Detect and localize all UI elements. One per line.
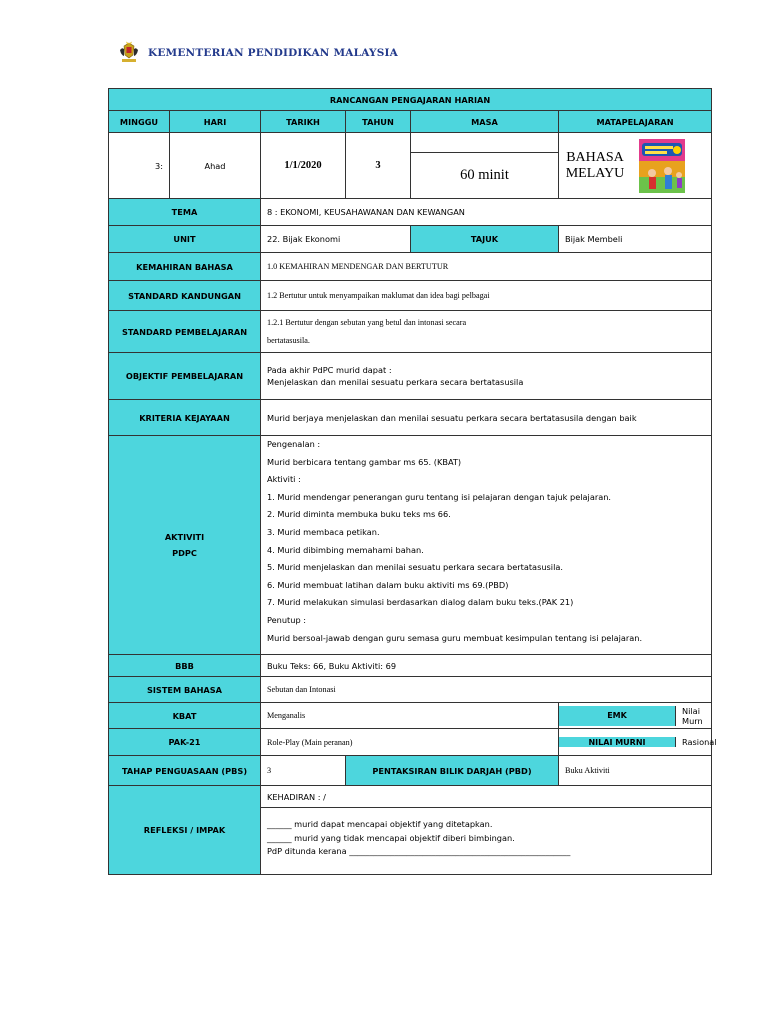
kehadiran-line: KEHADIRAN : /	[261, 786, 711, 808]
value-tarikh: 1/1/2020	[261, 133, 346, 199]
aktiviti-line: 3. Murid membaca petikan.	[267, 526, 380, 537]
refleksi-line: ______ murid yang tidak mencapai objektif diberi bimbingan.	[267, 832, 515, 843]
plan-title: RANCANGAN PENGAJARAN HARIAN	[109, 89, 712, 111]
value-hari: Ahad	[170, 133, 261, 199]
col-hari: HARI	[170, 111, 261, 133]
aktiviti-line: Penutup :	[267, 614, 307, 625]
col-masa: MASA	[411, 111, 559, 133]
value-tahun: 3	[346, 133, 411, 199]
textbook-cover-image	[639, 139, 685, 193]
value-masa-cell	[411, 133, 559, 199]
label-unit: UNIT	[109, 226, 261, 253]
value-standard-pembelajaran: 1.2.1 Bertutur dengan sebutan yang betul dan intonasi secara bertatasusila.	[261, 311, 712, 353]
label-emk: EMK	[559, 706, 676, 726]
aktiviti-line: 6. Murid membuat latihan dalam buku aktiviti ms 69.(PBD)	[267, 579, 509, 590]
aktiviti-line: 1. Murid mendengar penerangan guru tentang isi pelajaran dengan tajuk pelajaran.	[267, 491, 612, 502]
aktiviti-line: Murid berbicara tentang gambar ms 65. (KBAT)	[267, 456, 462, 467]
label-tahap: TAHAP PENGUASAAN (PBS)	[109, 756, 261, 786]
aktiviti-line: 2. Murid diminta membuka buku teks ms 66.	[267, 509, 451, 520]
label-nilai-murni: NILAI MURNI	[559, 737, 676, 747]
ministry-name: KEMENTERIAN PENDIDIKAN MALAYSIA	[148, 47, 398, 59]
value-pak21: Role-Play (Main peranan)	[261, 729, 559, 756]
label-bbb: BBB	[109, 655, 261, 677]
value-nilai-murni: Rasional	[682, 737, 717, 747]
col-tahun: TAHUN	[346, 111, 411, 133]
emk-cell	[559, 703, 712, 729]
malaysia-coat-of-arms-icon	[118, 41, 140, 65]
value-bbb: Buku Teks: 66, Buku Aktiviti: 69	[261, 655, 712, 677]
label-refleksi: REFLEKSI / IMPAK	[109, 786, 261, 875]
value-minggu: 3:	[109, 133, 170, 199]
aktiviti-line: 7. Murid melakukan simulasi berdasarkan dialog dalam buku teks.(PAK 21)	[267, 597, 574, 608]
value-tahap: 3	[261, 756, 346, 786]
aktiviti-line: 5. Murid menjelaskan dan menilai sesuatu perkara secara bertatasusila.	[267, 562, 563, 573]
label-pak21: PAK-21	[109, 729, 261, 756]
masa-blank	[411, 133, 558, 153]
label-pdpc: PDPC	[172, 548, 197, 558]
ministry-header	[118, 40, 398, 66]
value-kemahiran: 1.0 KEMAHIRAN MENDENGAR DAN BERTUTUR	[261, 253, 712, 281]
label-tema: TEMA	[109, 199, 261, 226]
label-kriteria: KRITERIA KEJAYAAN	[109, 400, 261, 436]
label-tajuk: TAJUK	[411, 226, 559, 253]
col-tarikh: TARIKH	[261, 111, 346, 133]
value-aktiviti	[261, 436, 712, 655]
aktiviti-line: Murid bersoal-jawab dengan guru semasa guru membuat kesimpulan tentang isi pelajaran.	[267, 632, 643, 643]
value-objektif: Pada akhir PdPC murid dapat : Menjelaskan dan menilai sesuatu perkara secara bertatasusila	[261, 353, 712, 400]
label-standard-kandungan: STANDARD KANDUNGAN	[109, 281, 261, 311]
refleksi-line: PdP ditunda kerana ______________________________________________________	[267, 846, 571, 856]
nilai-cell	[559, 729, 717, 756]
label-aktiviti: AKTIVITI	[164, 532, 205, 542]
value-emk: Nilai Murn	[682, 705, 703, 726]
value-subject: BAHASA MELAYU	[565, 149, 625, 181]
label-kbat: KBAT	[109, 703, 261, 729]
value-kriteria: Murid berjaya menjelaskan dan menilai sesuatu perkara secara bertatasusila dengan baik	[261, 400, 712, 436]
label-objektif: OBJEKTIF PEMBELAJARAN	[109, 353, 261, 400]
value-subject-cell	[559, 133, 712, 199]
value-pbd: Buku Aktiviti	[559, 756, 712, 786]
value-tajuk: Bijak Membeli	[559, 226, 712, 253]
lesson-plan-table	[108, 88, 717, 875]
col-minggu: MINGGU	[109, 111, 170, 133]
aktiviti-line: Aktiviti :	[267, 474, 301, 485]
label-pbd: PENTAKSIRAN BILIK DARJAH (PBD)	[346, 756, 559, 786]
value-kbat: Menganalis	[261, 703, 559, 729]
value-tema: 8 : EKONOMI, KEUSAHAWANAN DAN KEWANGAN	[261, 199, 712, 226]
label-aktiviti-cell	[109, 436, 261, 655]
value-masa: 60 minit	[460, 167, 509, 183]
value-refleksi	[261, 786, 712, 875]
label-standard-pembelajaran: STANDARD PEMBELAJARAN	[109, 311, 261, 353]
col-matapelajaran: MATAPELAJARAN	[559, 111, 712, 133]
aktiviti-line: Pengenalan :	[267, 439, 321, 449]
refleksi-line: ______ murid dapat mencapai objektif yang ditetapkan.	[267, 819, 493, 829]
aktiviti-line: 4. Murid dibimbing memahami bahan.	[267, 544, 424, 555]
value-unit: 22. Bijak Ekonomi	[261, 226, 411, 253]
label-kemahiran: KEMAHIRAN BAHASA	[109, 253, 261, 281]
value-sistem-bahasa: Sebutan dan Intonasi	[261, 677, 712, 703]
label-sistem-bahasa: SISTEM BAHASA	[109, 677, 261, 703]
value-standard-kandungan: 1.2 Bertutur untuk menyampaikan maklumat dan idea bagi pelbagai	[261, 281, 712, 311]
